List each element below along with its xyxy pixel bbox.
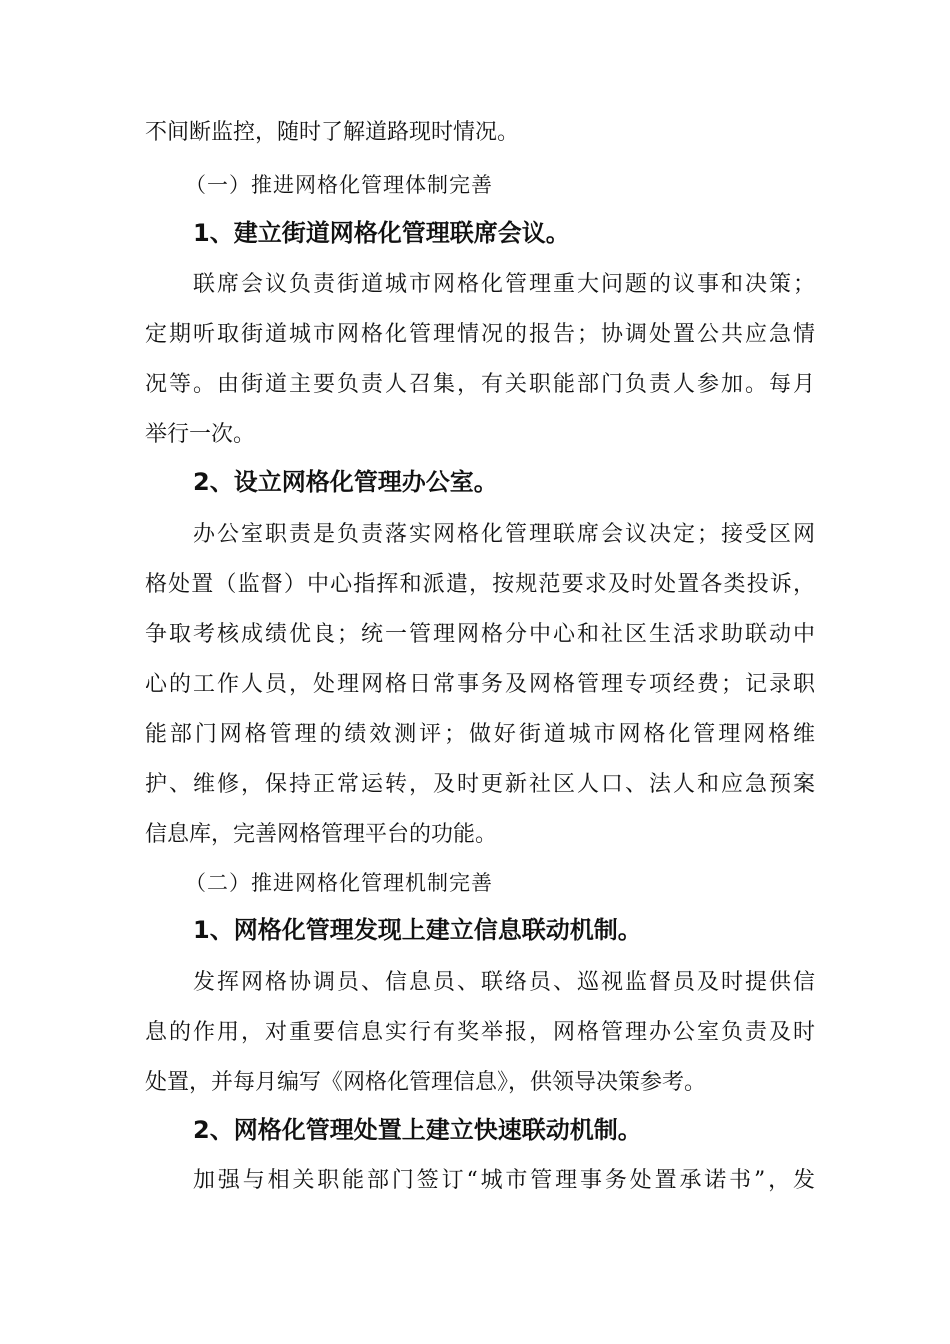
paragraph-line: 联席会议负责街道城市网格化管理重大问题的议事和决策； xyxy=(193,272,815,297)
paragraph-line: 不间断监控，随时了解道路现时情况。 xyxy=(145,120,520,145)
paragraph-line: 心的工作人员，处理网格日常事务及网格管理专项经费；记录职 xyxy=(145,672,815,697)
subheading-1-1: 1、建立街道网格化管理联席会议。 xyxy=(193,219,570,247)
section-heading-2: （二）推进网格化管理机制完善 xyxy=(185,871,493,895)
paragraph-line: 能部门网格管理的绩效测评；做好街道城市网格化管理网格维 xyxy=(145,722,815,747)
paragraph-line: 护、维修，保持正常运转，及时更新社区人口、法人和应急预案 xyxy=(145,772,815,797)
paragraph-line: 举行一次。 xyxy=(145,422,256,447)
subheading-2-2: 2、网格化管理处置上建立快速联动机制。 xyxy=(193,1116,642,1144)
paragraph-line: 信息库，完善网格管理平台的功能。 xyxy=(145,822,498,847)
paragraph-line: 格处置（监督）中心指挥和派遣，按规范要求及时处置各类投诉， xyxy=(145,572,815,597)
paragraph-line: 处置，并每月编写《网格化管理信息》，供领导决策参考。 xyxy=(145,1070,707,1095)
paragraph-line: 发挥网格协调员、信息员、联络员、巡视监督员及时提供信 xyxy=(193,970,815,995)
subheading-1-2: 2、设立网格化管理办公室。 xyxy=(193,468,498,496)
section-heading-1: （一）推进网格化管理体制完善 xyxy=(185,173,493,197)
paragraph-line: 争取考核成绩优良；统一管理网格分中心和社区生活求助联动中 xyxy=(145,622,815,647)
paragraph-line: 定期听取街道城市网格化管理情况的报告；协调处置公共应急情 xyxy=(145,322,815,347)
paragraph-line: 况等。由街道主要负责人召集，有关职能部门负责人参加。每月 xyxy=(145,372,815,397)
subheading-2-1: 1、网格化管理发现上建立信息联动机制。 xyxy=(193,916,642,944)
paragraph-line: 办公室职责是负责落实网格化管理联席会议决定；接受区网 xyxy=(193,522,815,547)
paragraph-line: 息的作用，对重要信息实行有奖举报，网格管理办公室负责及时 xyxy=(145,1020,815,1045)
paragraph-line: 加强与相关职能部门签订“城市管理事务处置承诺书”，发 xyxy=(193,1168,815,1193)
